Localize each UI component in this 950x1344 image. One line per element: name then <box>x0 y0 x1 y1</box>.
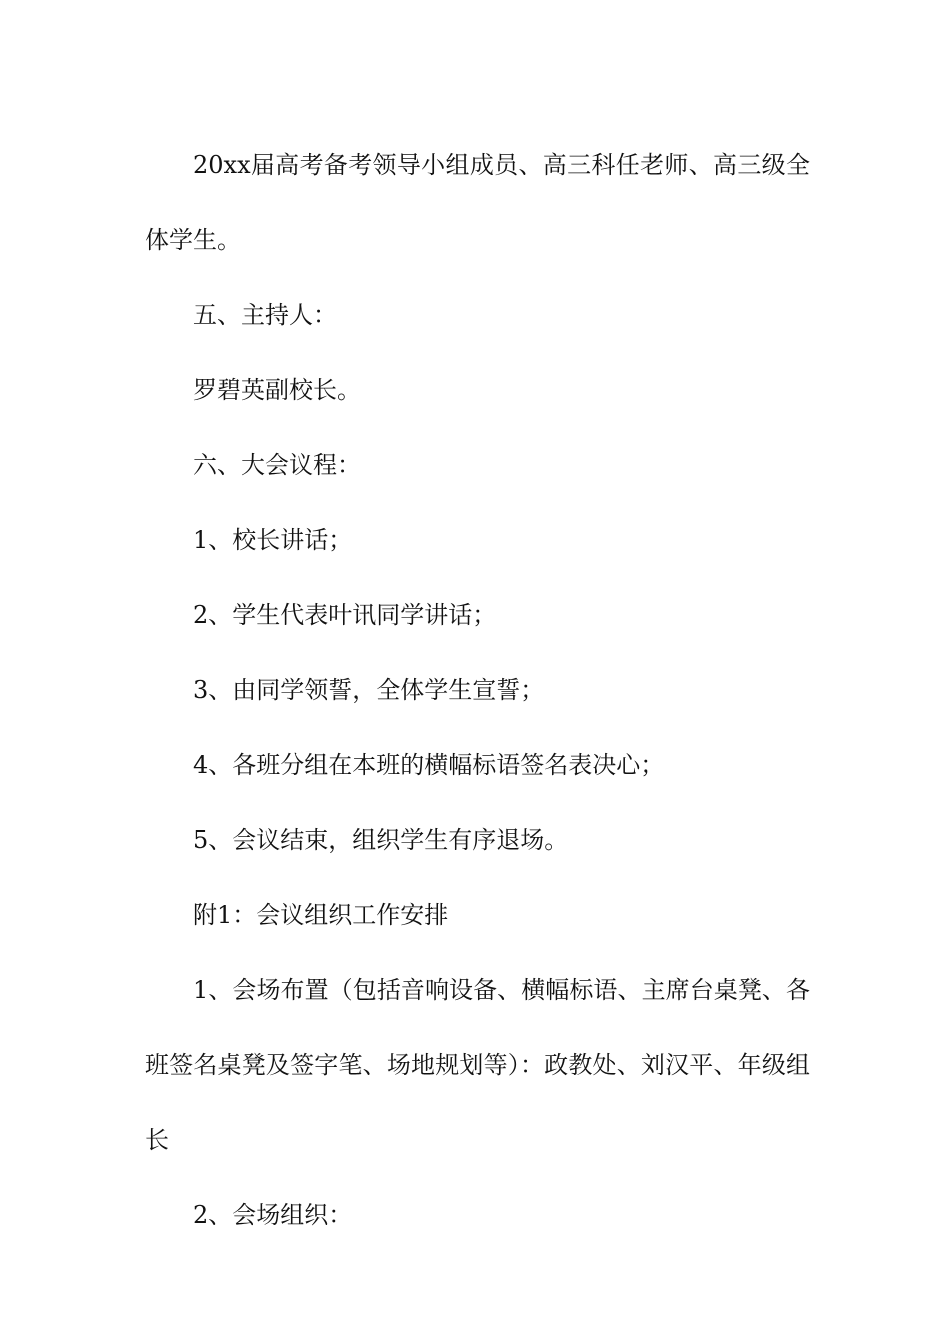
arrangement-item-2: 2、会场组织： <box>193 1201 353 1229</box>
paragraph-participants: 20xx届高考备考领导小组成员、高三科任老师、高三级全体学生。 <box>145 151 810 254</box>
agenda-item-5: 5、会议结束，组织学生有序退场。 <box>193 826 569 854</box>
arrangement-item-1: 1、会场布置（包括音响设备、横幅标语、主席台桌凳、各班签名桌凳及签字笔、场地规划等）：政教处、刘汉平、年级组长 <box>145 976 810 1154</box>
agenda-item-1: 1、校长讲话； <box>193 526 353 554</box>
paragraph-section-five-host: 五、主持人： <box>193 301 337 329</box>
agenda-item-3: 3、由同学领誓，全体学生宣誓； <box>193 676 545 704</box>
paragraph-host-name: 罗碧英副校长。 <box>193 376 361 404</box>
appendix-title: 附1：会议组织工作安排 <box>193 901 449 929</box>
agenda-item-2: 2、学生代表叶讯同学讲话； <box>193 601 497 629</box>
agenda-item-4: 4、各班分组在本班的横幅标语签名表决心； <box>193 751 665 779</box>
document-body <box>145 128 810 1253</box>
paragraph-section-six-agenda: 六、大会议程： <box>193 451 361 479</box>
